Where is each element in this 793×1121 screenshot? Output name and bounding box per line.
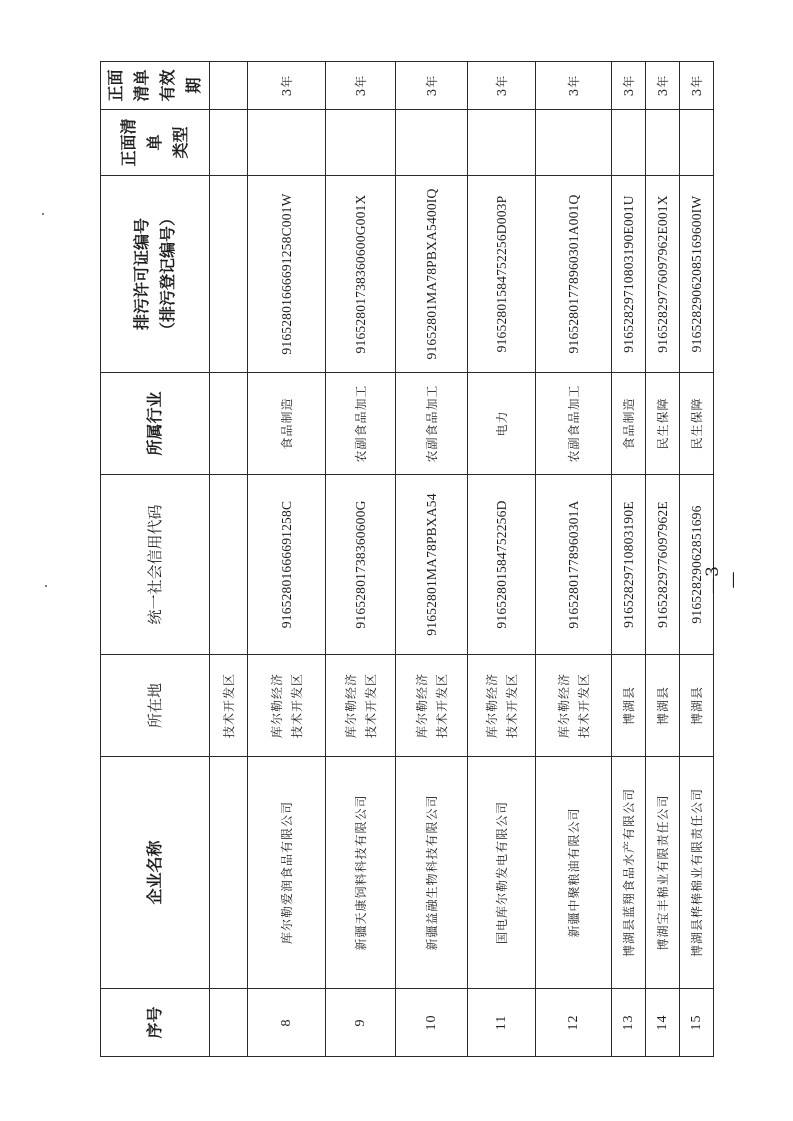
- seq-cell: 8: [248, 989, 326, 1057]
- seq-cell: 9: [326, 989, 396, 1057]
- seq-cell: 12: [536, 989, 612, 1057]
- industry-cell: 农副食品加工: [536, 373, 612, 475]
- industry-cell: 农副食品加工: [326, 373, 396, 475]
- seq-cell: 11: [468, 989, 536, 1057]
- table-row: [612, 62, 646, 1057]
- list-type-cell: [396, 110, 468, 176]
- credit-code-cell: 91652801666691258C: [248, 475, 326, 655]
- location-line1: 博湖县: [655, 686, 670, 726]
- list-type-cell: [536, 110, 612, 176]
- credit-code-cell: 91652801584752256D: [468, 475, 536, 655]
- header-list-type-line1: 正面清单: [119, 118, 164, 167]
- list-type-cell: [646, 110, 680, 176]
- table-row: [468, 62, 536, 1057]
- permit-cell: 91652801666691258C001W: [248, 176, 326, 373]
- credit-code-cell: 91652801738360600G: [326, 475, 396, 655]
- location-line1: 库尔勒经济: [556, 673, 571, 739]
- seq-cell: 15: [680, 989, 714, 1057]
- header-permit-line2: （排污登记编号）: [158, 210, 177, 339]
- validity-cell: 3年: [646, 62, 680, 110]
- scan-speck: [45, 585, 47, 587]
- validity-cell: 3年: [680, 62, 714, 110]
- continuation-industry: [210, 373, 248, 475]
- name-cell: 博湖县蓝翔食品水产有限公司: [612, 757, 646, 989]
- location-cell: [468, 655, 536, 757]
- name-cell: 新疆中聚粮油有限公司: [536, 757, 612, 989]
- seq-cell: 13: [612, 989, 646, 1057]
- table-row: [396, 62, 468, 1057]
- list-type-cell: [612, 110, 646, 176]
- continuation-list-type: [210, 110, 248, 176]
- validity-cell: 3年: [396, 62, 468, 110]
- header-row: [101, 62, 210, 1057]
- location-cell: [646, 655, 680, 757]
- scan-speck: [42, 213, 44, 215]
- list-type-cell: [680, 110, 714, 176]
- location-line2: 技术开发区: [289, 673, 304, 739]
- location-cell: [680, 655, 714, 757]
- seq-cell: 14: [646, 989, 680, 1057]
- continuation-credit: [210, 475, 248, 655]
- continuation-validity: [210, 62, 248, 110]
- list-type-cell: [468, 110, 536, 176]
- location-line2: 技术开发区: [504, 673, 519, 739]
- credit-code-cell: 91652801778960301A: [536, 475, 612, 655]
- location-line1: 库尔勒经济: [269, 673, 284, 739]
- continuation-seq: [210, 989, 248, 1057]
- location-line1: 库尔勒经济: [414, 673, 429, 739]
- industry-cell: 民生保障: [680, 373, 714, 475]
- continuation-name: [210, 757, 248, 989]
- header-list-type-line2: 类型: [171, 126, 190, 159]
- name-cell: 新疆益融生物科技有限公司: [396, 757, 468, 989]
- industry-cell: 民生保障: [646, 373, 680, 475]
- table-row: [326, 62, 396, 1057]
- permit-cell: 91652829710803190E001U: [612, 176, 646, 373]
- name-cell: 博湖县桦棒棉业有限责任公司: [680, 757, 714, 989]
- table-row: [536, 62, 612, 1057]
- permit-cell: 91652801584752256D003P: [468, 176, 536, 373]
- name-cell: 库尔勒爱润食品有限公司: [248, 757, 326, 989]
- permit-cell: 91652801738360600G001X: [326, 176, 396, 373]
- permit-cell: 91652829776097962E001X: [646, 176, 680, 373]
- permit-cell: 91652801MA78PBXA5400IQ: [396, 176, 468, 373]
- name-cell: 新疆天康饲料科技有限公司: [326, 757, 396, 989]
- header-list-type: [101, 110, 210, 176]
- location-cell: [248, 655, 326, 757]
- table-rotation-frame: [100, 62, 704, 1057]
- location-cell: [536, 655, 612, 757]
- validity-cell: 3年: [248, 62, 326, 110]
- credit-code-cell: 91652829710803190E: [612, 475, 646, 655]
- validity-cell: 3年: [468, 62, 536, 110]
- validity-cell: 3年: [536, 62, 612, 110]
- continuation-location: 技术开发区: [210, 655, 248, 757]
- header-name: 企业名称: [101, 757, 210, 989]
- permit-cell: 91652829062085169600IW: [680, 176, 714, 373]
- location-line1: 库尔勒经济: [343, 673, 358, 739]
- credit-code-cell: 91652829776097962E: [646, 475, 680, 655]
- location-line1: 博湖县: [689, 686, 704, 726]
- location-line1: 库尔勒经济: [484, 673, 499, 739]
- location-line2: 技术开发区: [434, 673, 449, 739]
- header-credit-code: 统一社会信用代码: [101, 475, 210, 655]
- header-validity-line2: 有效期: [158, 69, 203, 102]
- table-row: [248, 62, 326, 1057]
- industry-cell: 食品制造: [248, 373, 326, 475]
- industry-cell: 农副食品加工: [396, 373, 468, 475]
- continuation-permit: [210, 176, 248, 373]
- location-cell: [396, 655, 468, 757]
- permit-cell: 91652801778960301A001Q: [536, 176, 612, 373]
- validity-cell: 3年: [612, 62, 646, 110]
- industry-cell: 食品制造: [612, 373, 646, 475]
- location-line1: 博湖县: [621, 686, 636, 726]
- header-seq: 序号: [101, 989, 210, 1057]
- name-cell: 国电库尔勒发电有限公司: [468, 757, 536, 989]
- continuation-row: [210, 62, 248, 1057]
- credit-code-cell: 91652801MA78PBXA54: [396, 475, 468, 655]
- header-validity: [101, 62, 210, 110]
- header-location: 所在地: [101, 655, 210, 757]
- page-number: —3—: [703, 566, 743, 594]
- list-type-cell: [326, 110, 396, 176]
- location-cell: [326, 655, 396, 757]
- rotated-table-area: [100, 62, 704, 1057]
- header-validity-line1: 正面清单: [106, 69, 151, 102]
- name-cell: 博湖宝丰棉业有限责任公司: [646, 757, 680, 989]
- location-line2: 技术开发区: [363, 673, 378, 739]
- location-cell: [612, 655, 646, 757]
- industry-cell: 电力: [468, 373, 536, 475]
- location-line2: 技术开发区: [576, 673, 591, 739]
- header-permit: [101, 176, 210, 373]
- seq-cell: 10: [396, 989, 468, 1057]
- list-type-cell: [248, 110, 326, 176]
- validity-cell: 3年: [326, 62, 396, 110]
- table-row: [646, 62, 680, 1057]
- enterprise-table: [100, 61, 714, 1057]
- credit-code-cell: 91652829062851696: [680, 475, 714, 655]
- header-permit-line1: 排污许可证编号: [132, 218, 151, 331]
- table-row: [680, 62, 714, 1057]
- header-industry: 所属行业: [101, 373, 210, 475]
